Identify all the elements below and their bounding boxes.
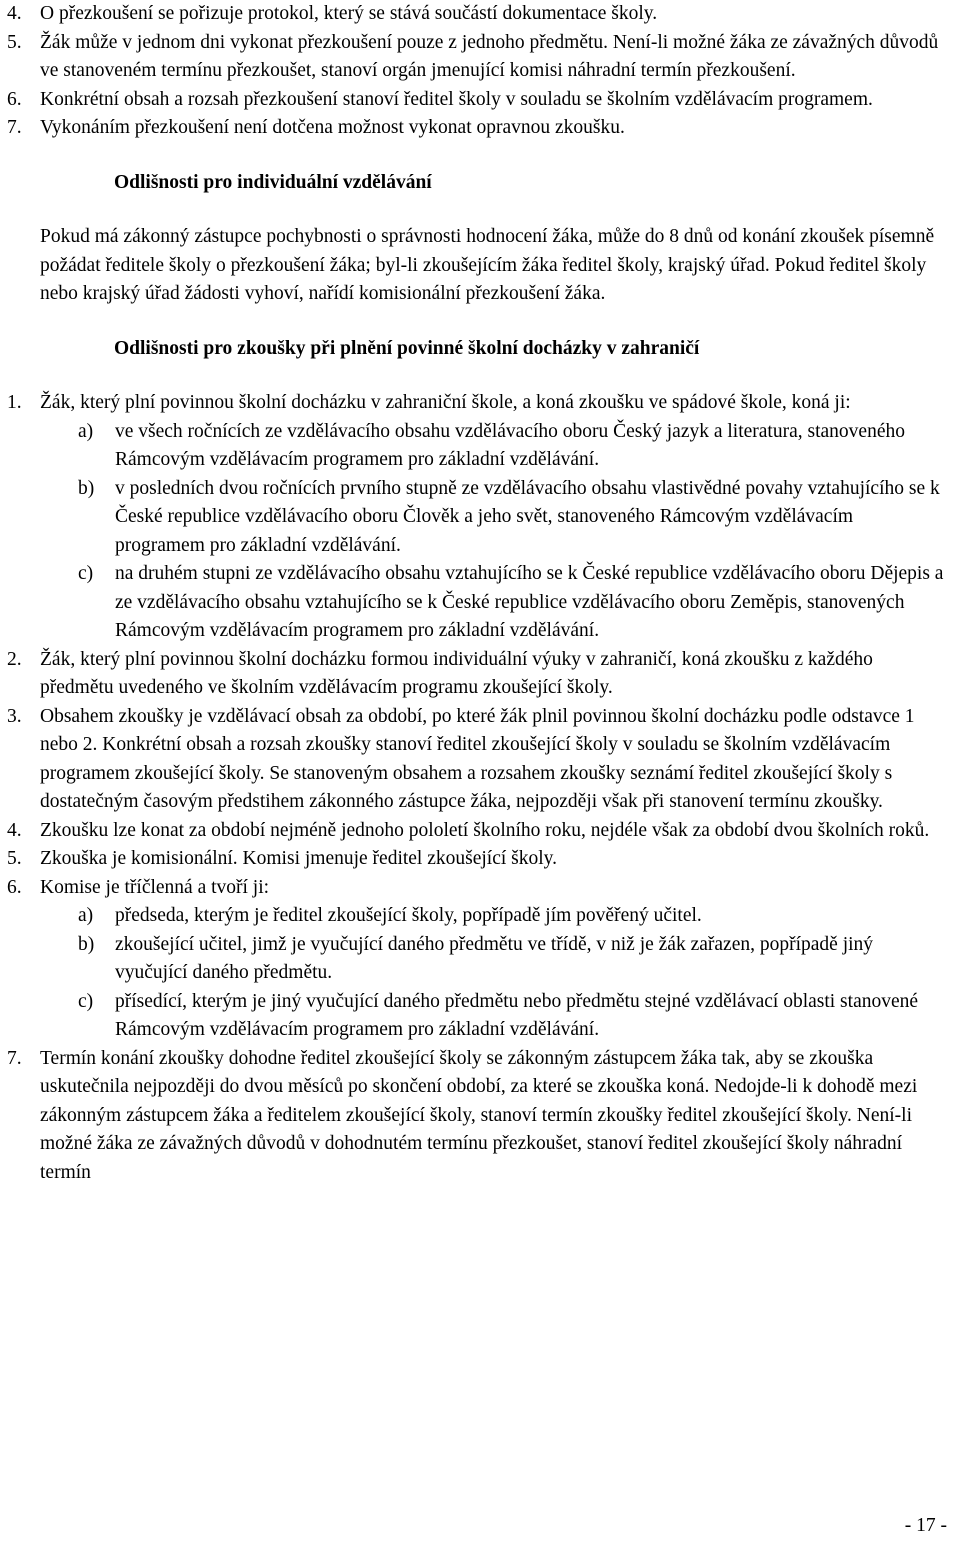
list-item (0, 703, 960, 817)
list-item (0, 646, 960, 703)
list-item (0, 845, 960, 874)
item-number: 1. (7, 392, 22, 413)
sub-item-text: zkoušející učitel, jimž je vyučující daného předmětu ve třídě, v niž je žák zařazen, popřípadě jiný vyučující daného předmětu. (115, 933, 874, 983)
item-number: 5. (7, 848, 22, 869)
list-item (0, 29, 960, 86)
sub-item-text: ve všech ročnících ze vzdělávacího obsahu vzdělávacího oboru Český jazyk a literatura, stanoveného Rámcovým vzdělávacím programem pro základní vzdělávání. (115, 420, 905, 470)
paragraph-individual: Pokud má zákonný zástupce pochybnosti o správnosti hodnocení žáka, může do 8 dnů od konání zkoušek písemně požádat ředitele školy o přezkoušení žáka; byl-li zkoušejícím žáka ředitel školy, krajský úřad. Pokud ředitel školy nebo krajský úřad žádosti vyhoví, nařídí komisionální přezkoušení žáka. (40, 226, 935, 304)
item-text: Zkoušku lze konat za období nejméně jednoho pololetí školního roku, nejdéle však za období dvou školních roků. (40, 819, 930, 841)
sub-item-text: předseda, kterým je ředitel zkoušející školy, popřípadě jím pověřený učitel. (115, 905, 702, 926)
sub-item-text: v posledních dvou ročnících prvního stupně ze vzdělávacího obsahu vlastivědné povahy vztahujícího se k České republice vzdělávacího oboru Člověk a jeho svět, stanoveného Rámcovým vzdělávacím programem pro základní vzdělávání. (115, 477, 940, 556)
item-text: Obsahem zkoušky je vzdělávací obsah za období, po které žák plnil povinnou školní docházku podle odstavce 1 nebo 2. Konkrétní obsah a rozsah zkoušky stanoví ředitel zkoušející školy v souladu se školním vzdělávacím programem zkoušející školy. Se stanoveným obsahem a rozsahem zkoušky seznámí ředitel zkoušející školy s dostatečným časovým předstihem zákonného zástupce žáka, nejpozději však při stanovení termínu zkoušky. (40, 705, 915, 812)
sub-item-letter: c) (78, 563, 94, 584)
item-number: 2. (7, 648, 22, 670)
item-number: 7. (7, 117, 22, 138)
item-number: 5. (7, 31, 22, 53)
sub-item (0, 475, 960, 561)
item-text: Konkrétní obsah a rozsah přezkoušení stanoví ředitel školy v souladu se školním vzdělávacím programem. (40, 88, 873, 110)
page-number: - 17 - (904, 1515, 947, 1536)
sub-item-letter: b) (78, 477, 95, 499)
item-number: 6. (7, 88, 22, 110)
list-item (0, 389, 960, 418)
list-item (0, 114, 960, 143)
item-number: 7. (7, 1047, 22, 1069)
section-heading-individual: Odlišnosti pro individuální vzdělávání (114, 171, 432, 193)
abroad-list (0, 389, 960, 1187)
item-number: 3. (7, 705, 22, 727)
item-number: 6. (7, 876, 22, 898)
sub-item-letter: c) (78, 990, 94, 1012)
section-heading-abroad: Odlišnosti pro zkoušky při plnění povinné školní docházky v zahraničí (114, 337, 700, 359)
item-number: 4. (7, 3, 22, 24)
sub-item-letter: a) (78, 905, 94, 926)
sub-item-text: na druhém stupni ze vzdělávacího obsahu vztahujícího se k České republice vzdělávacího oboru Dějepis a ze vzdělávacího obsahu vztahujícího se k České republice vzdělávacího oboru Zeměpis, stanovených Rámcovým vzdělávacím programem pro základní vzdělávání. (115, 563, 944, 641)
list-item (0, 874, 960, 903)
list-item (0, 1045, 960, 1188)
item-number: 4. (7, 819, 22, 841)
sub-item-text: přísedící, kterým je jiný vyučující daného předmětu nebo předmětu stejné vzdělávací oblasti stanovené Rámcovým vzdělávacím programem pro základní vzdělávání. (115, 990, 919, 1040)
item-text: O přezkoušení se pořizuje protokol, který se stává součástí dokumentace školy. (40, 3, 658, 24)
sub-item (0, 902, 960, 931)
item-text: Žák, který plní povinnou školní docházku v zahraniční škole, a koná zkoušku ve spádové škole, koná ji: (40, 392, 851, 413)
sub-item (0, 988, 960, 1045)
list-item (0, 0, 960, 29)
item-text: Žák, který plní povinnou školní docházku formou individuální výuky v zahraničí, koná zkoušku z každého předmětu uvedeného ve školním vzdělávacím programu zkoušející školy. (40, 648, 873, 698)
item-text: Termín konání zkoušky dohodne ředitel zkoušející školy se zákonným zástupcem žáka tak, aby se zkouška uskutečnila nejpozději do dvou měsíců po skončení období, za které se zkouška koná. Nedojde-li k dohodě mezi zákonným zástupcem žáka a ředitelem zkoušející školy, stanoví termín zkoušky ředitel zkoušející školy. Není-li možné žáka ze závažných důvodů v dohodnutém termínu přezkoušet, stanoví ředitel zkoušející školy náhradní termín (40, 1047, 918, 1183)
top-list (0, 0, 960, 143)
item-text: Vykonáním přezkoušení není dotčena možnost vykonat opravnou zkoušku. (40, 117, 625, 138)
sub-item (0, 560, 960, 646)
sub-item (0, 931, 960, 988)
sub-item (0, 418, 960, 475)
sub-item-letter: a) (78, 420, 94, 442)
sub-item-letter: b) (78, 933, 95, 955)
item-text: Žák může v jednom dni vykonat přezkoušení pouze z jednoho předmětu. Není-li možné žáka ze závažných důvodů ve stanoveném termínu přezkoušet, stanoví orgán jmenující komisi náhradní termín přezkoušení. (40, 31, 939, 81)
list-item (0, 817, 960, 846)
list-item (0, 86, 960, 115)
item-text: Zkouška je komisionální. Komisi jmenuje ředitel zkoušející školy. (40, 848, 558, 869)
item-text: Komise je tříčlenná a tvoří ji: (40, 876, 270, 898)
